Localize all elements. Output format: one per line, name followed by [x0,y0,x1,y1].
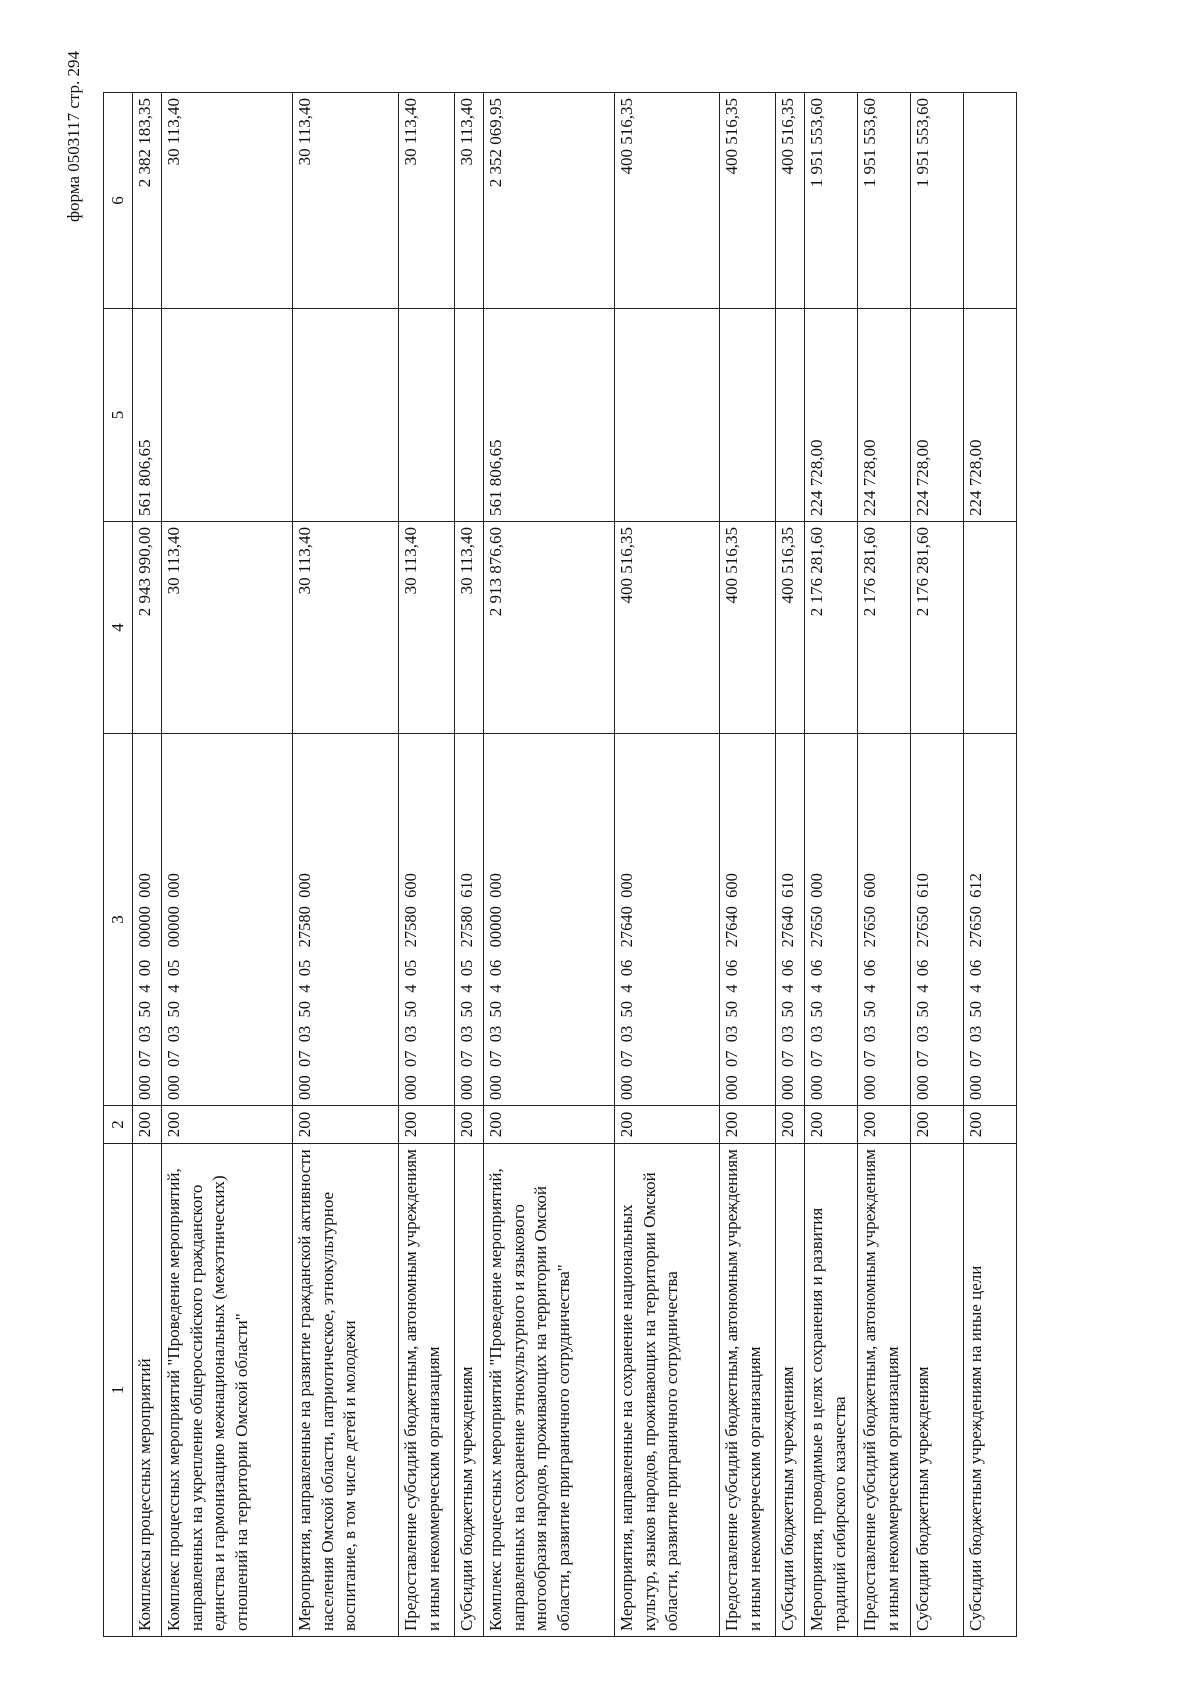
row-remaining: 2 352 069,95 [484,93,615,309]
row-classification-code: 000 07 03 50 4 05 27580 600 [399,734,455,1106]
row-remaining: 1 951 553,60 [911,93,964,309]
table-row [858,93,911,1637]
row-classification-code: 000 07 03 50 4 06 27650 610 [911,734,964,1106]
col-header-2: 2 [104,1106,133,1144]
row-remaining: 30 113,40 [399,93,455,309]
row-approved: 2 913 876,60 [484,522,615,734]
row-classification-code: 000 07 03 50 4 06 27650 612 [964,734,1017,1106]
col-header-6: 6 [104,93,133,309]
row-executed [776,309,805,522]
form-label: форма 0503117 стр. 294 [64,51,83,222]
row-line-code: 200 [858,1106,911,1144]
row-name: Субсидии бюджетным учреждениям на иные цели [964,1144,1017,1637]
table-row [484,93,615,1637]
row-line-code: 200 [805,1106,858,1144]
row-approved: 2 176 281,60 [911,522,964,734]
row-executed: 224 728,00 [858,309,911,522]
row-remaining: 400 516,35 [776,93,805,309]
row-line-code: 200 [399,1106,455,1144]
col-header-5: 5 [104,309,133,522]
row-classification-code: 000 07 03 50 4 06 00000 000 [484,734,615,1106]
row-line-code: 200 [484,1106,615,1144]
row-remaining: 400 516,35 [615,93,720,309]
row-classification-code: 000 07 03 50 4 06 27640 000 [615,734,720,1106]
row-name: Мероприятия, проводимые в целях сохранения и развития традиций сибирского казачества [805,1144,858,1637]
row-classification-code: 000 07 03 50 4 06 27650 600 [858,734,911,1106]
row-executed: 561 806,65 [133,309,162,522]
row-approved: 400 516,35 [720,522,776,734]
table-row [776,93,805,1637]
row-classification-code: 000 07 03 50 4 06 27650 000 [805,734,858,1106]
row-name: Предоставление субсидий бюджетным, автономным учреждениям и иным некоммерческим организациям [720,1144,776,1637]
row-approved: 30 113,40 [293,522,399,734]
row-name: Предоставление субсидий бюджетным, автономным учреждениям и иным некоммерческим организациям [858,1144,911,1637]
row-name: Субсидии бюджетным учреждениям [911,1144,964,1637]
row-executed [162,309,293,522]
row-name: Комплекс процессных мероприятий "Проведение мероприятий, направленных на укрепление общероссийского гражданского единства и гармонизацию межнациональных (межэтнических) отношений на территории Омской области" [162,1144,293,1637]
row-remaining: 2 382 183,35 [133,93,162,309]
table-row [293,93,399,1637]
row-executed: 224 728,00 [911,309,964,522]
col-header-3: 3 [104,734,133,1106]
table-row [720,93,776,1637]
table-row [805,93,858,1637]
row-line-code: 200 [615,1106,720,1144]
row-executed: 561 806,65 [484,309,615,522]
row-classification-code: 000 07 03 50 4 05 27580 610 [455,734,484,1106]
row-classification-code: 000 07 03 50 4 06 27640 610 [776,734,805,1106]
header-row [104,93,133,1637]
row-approved: 400 516,35 [776,522,805,734]
row-executed: 224 728,00 [964,309,1017,522]
row-classification-code: 000 07 03 50 4 00 00000 000 [133,734,162,1106]
row-approved: 30 113,40 [455,522,484,734]
budget-report-table [103,92,1017,1637]
row-line-code: 200 [911,1106,964,1144]
row-remaining: 30 113,40 [455,93,484,309]
row-remaining [964,93,1017,309]
row-remaining: 30 113,40 [293,93,399,309]
row-approved: 30 113,40 [399,522,455,734]
table-row [911,93,964,1637]
table-row [964,93,1017,1637]
col-header-1: 1 [104,1144,133,1637]
row-approved: 2 943 990,00 [133,522,162,734]
row-name: Мероприятия, направленные на сохранение национальных культур, языков народов, проживающих на территории Омской области, развитие приграничного сотрудничества [615,1144,720,1637]
table-row [133,93,162,1637]
row-line-code: 200 [293,1106,399,1144]
row-remaining: 400 516,35 [720,93,776,309]
row-remaining: 1 951 553,60 [858,93,911,309]
row-executed [455,309,484,522]
row-remaining: 1 951 553,60 [805,93,858,309]
row-approved: 30 113,40 [162,522,293,734]
row-approved: 2 176 281,60 [858,522,911,734]
table-row [455,93,484,1637]
row-line-code: 200 [964,1106,1017,1144]
row-name: Субсидии бюджетным учреждениям [776,1144,805,1637]
row-remaining: 30 113,40 [162,93,293,309]
row-approved [964,522,1017,734]
row-name: Комплексы процессных мероприятий [133,1144,162,1637]
row-classification-code: 000 07 03 50 4 05 00000 000 [162,734,293,1106]
row-approved: 2 176 281,60 [805,522,858,734]
row-line-code: 200 [133,1106,162,1144]
row-executed [399,309,455,522]
table-row [399,93,455,1637]
row-name: Мероприятия, направленные на развитие гражданской активности населения Омской области, патриотическое, этнокультурное воспитание, в том числе детей и молодежи [293,1144,399,1637]
row-executed [293,309,399,522]
row-line-code: 200 [455,1106,484,1144]
row-executed [720,309,776,522]
col-header-4: 4 [104,522,133,734]
row-line-code: 200 [162,1106,293,1144]
row-line-code: 200 [720,1106,776,1144]
table-row [162,93,293,1637]
row-line-code: 200 [776,1106,805,1144]
row-executed [615,309,720,522]
row-classification-code: 000 07 03 50 4 05 27580 000 [293,734,399,1106]
row-approved: 400 516,35 [615,522,720,734]
row-name: Предоставление субсидий бюджетным, автономным учреждениям и иным некоммерческим организациям [399,1144,455,1637]
row-executed: 224 728,00 [805,309,858,522]
row-classification-code: 000 07 03 50 4 06 27640 600 [720,734,776,1106]
row-name: Комплекс процессных мероприятий "Проведение мероприятий, направленных на сохранение этнокультурного и языкового многообразия народов, проживающих на территории Омской области, развитие приграничного сотрудничества" [484,1144,615,1637]
row-name: Субсидии бюджетным учреждениям [455,1144,484,1637]
table-row [615,93,720,1637]
